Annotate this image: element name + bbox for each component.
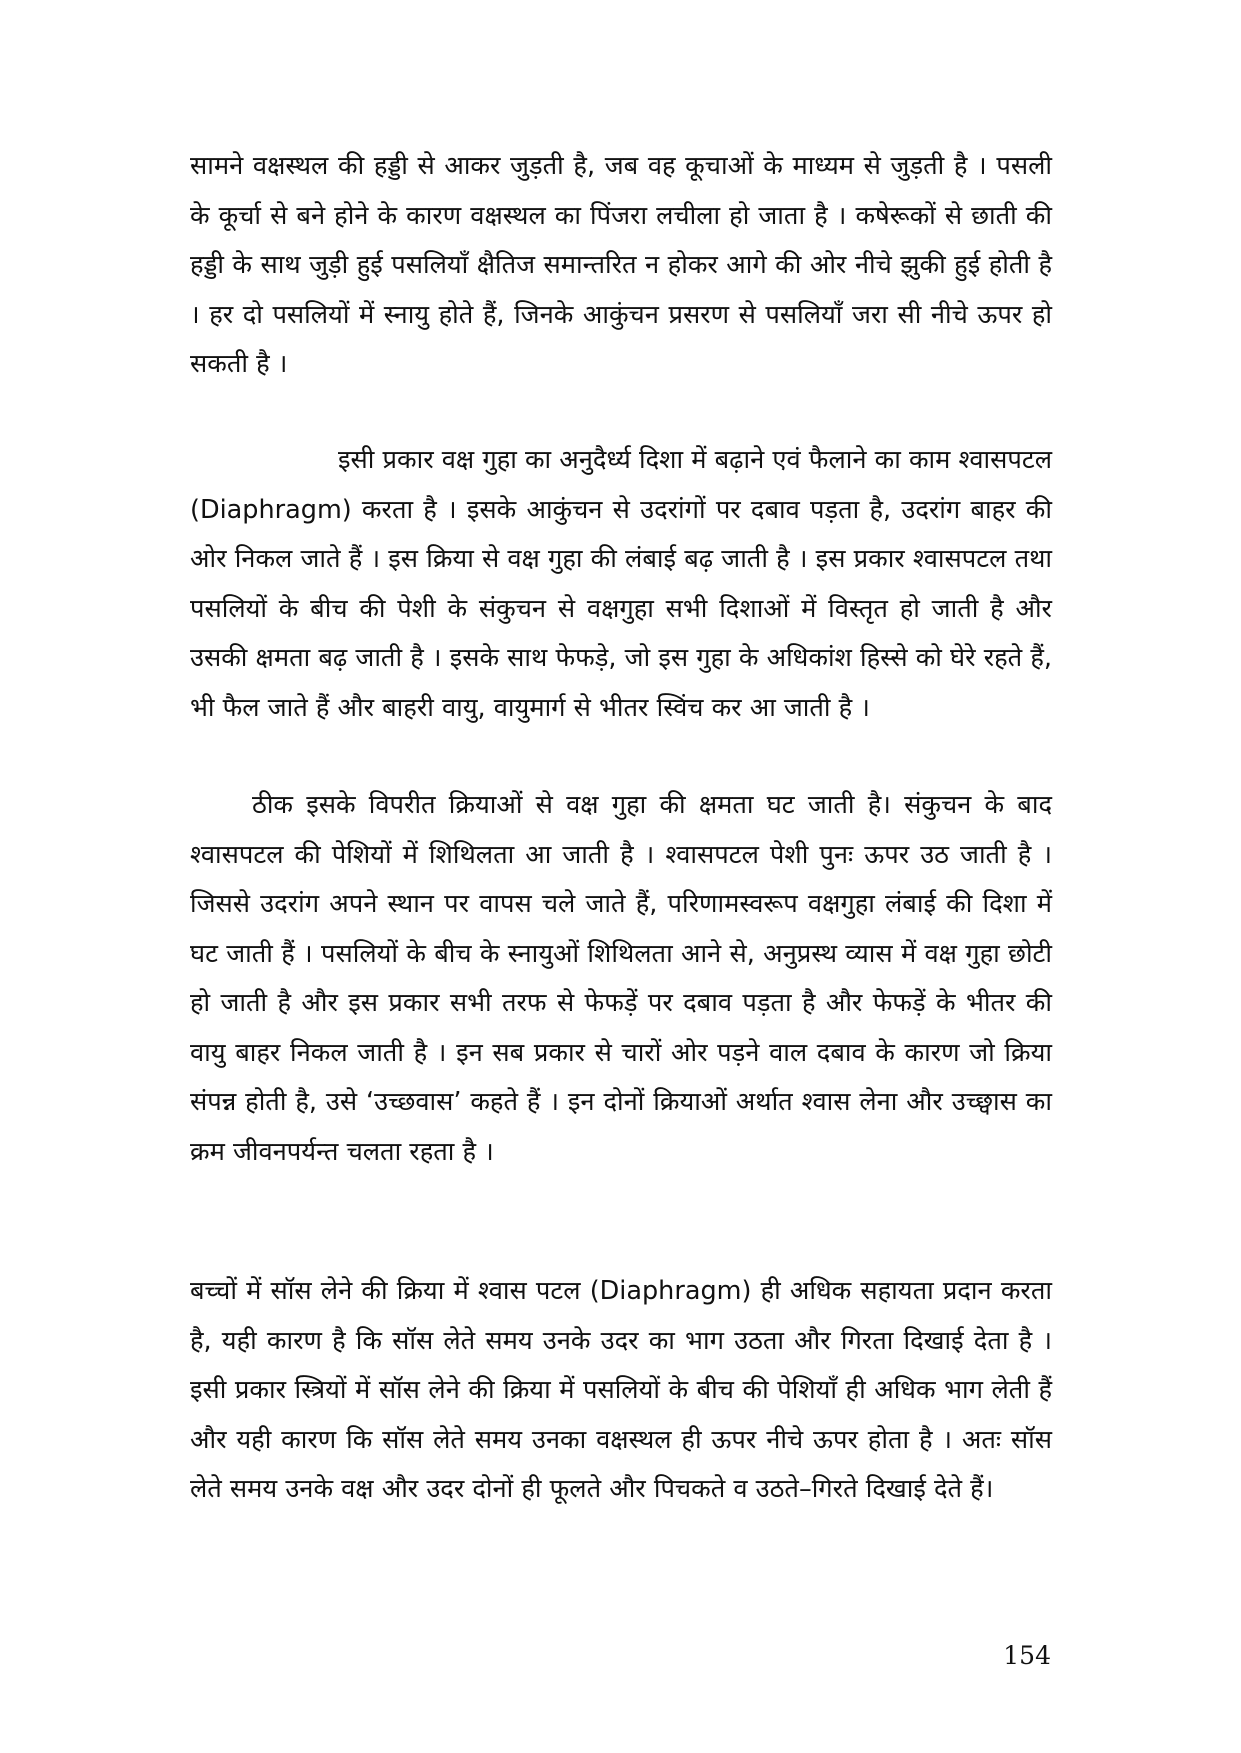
paragraph-3: ठीक इसके विपरीत क्रियाओं से वक्ष गुहा की क्षमता घट जाती है। संकुचन के बाद श्वासपटल की पेशियों में शिथिलता आ जाती है । श्वासपटल पेशी पुनः ऊपर उठ जाती है । जिससे उदरांग अपने स्थान पर वापस चले जाते हैं, परिणामस्वरूप वक्षगुहा लंबाई की दिशा में घट जाती हैं । पसलियों के बीच के स्नायुओं शिथिलता आने से, अनुप्रस्थ व्यास में वक्ष गुहा छोटी हो जाती है और इस प्रकार सभी तरफ से फेफड़ें पर दबाव पड़ता है और फेफड़ें के भीतर की वायु बाहर निकल जाती है । इन सब प्रकार से चारों ओर पड़ने वाल दबाव के कारण जो क्रिया संपन्न होती है, उसे ‘उच्छवास’ कहते हैं । इन दोनों क्रियाओं अर्थात श्वास लेना और उच्छ्वास का क्रम जीवनपर्यन्त चलता रहता है ।	[190, 790, 1052, 1167]
page-number: 154	[1003, 1641, 1051, 1670]
paragraph-4: बच्चों में सॉस लेने की क्रिया में श्वास पटल (Diaphragm) ही अधिक सहायता प्रदान करता है, यही कारण है कि सॉस लेते समय उनके उदर का भाग उठता और गिरता दिखाई देता है । इसी प्रकार स्त्रियों में सॉस लेने की क्रिया में पसलियों के बीच की पेशियॉं ही अधिक भाग लेती हैं और यही कारण कि सॉस लेते समय उनका वक्षस्थल ही ऊपर नीचे ऊपर होता है । अतः सॉस लेते समय उनके वक्ष और उदर दोनों ही फूलते और पिचकते व उठते–गिरते दिखाई देते हैं।	[190, 1276, 1052, 1504]
paragraph-2: इसी प्रकार वक्ष गुहा का अनुदैर्ध्य दिशा में बढ़ाने एवं फैलाने का काम श्वासपटल (Diaphragm) करता है । इसके आकुंचन से उदरांगों पर दबाव पड़ता है, उदरांग बाहर की ओर निकल जाते हैं । इस क्रिया से वक्ष गुहा की लंबाई बढ़ जाती है । इस प्रकार श्वासपटल तथा पसलियों के बीच की पेशी के संकुचन से वक्षगुहा सभी दिशाओं में विस्तृत हो जाती है और उसकी क्षमता बढ़ जाती है । इसके साथ फेफड़े, जो इस गुहा के अधिकांश हिस्से को घेरे रहते हैं, भी फैल जाते हैं और बाहरी वायु, वायुमार्ग से भीतर स्विंच कर आ जाती है ।	[190, 445, 1052, 723]
paragraph-1: सामने वक्षस्थल की हड्डी से आकर जुड़ती है, जब वह कूचाओं के माध्यम से जुड़ती है । पसली के कूर्चा से बने होने के कारण वक्षस्थल का पिंजरा लचीला हो जाता है । कषेरूकों से छाती की हड्डी के साथ जुड़ी हुई पसलियॉं क्षैतिज समान्तरित न होकर आगे की ओर नीचे झुकी हुई होती है । हर दो पसलियों में स्नायु होते हैं, जिनके आकुंचन प्रसरण से पसलियॉं जरा सी नीचे ऊपर हो सकती है ।	[190, 151, 1052, 379]
